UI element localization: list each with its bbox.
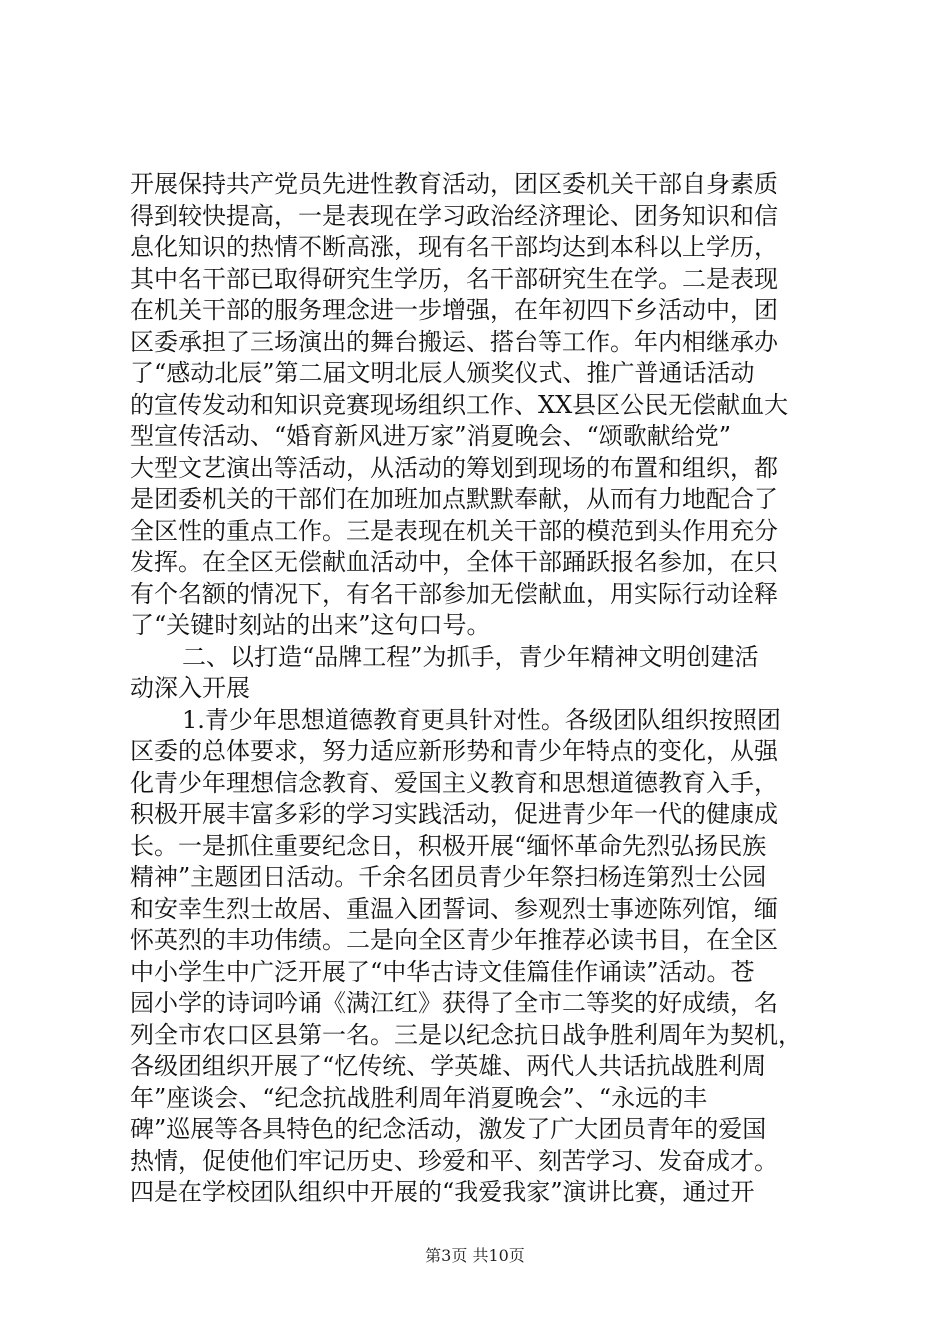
text-line: 发挥。在全区无偿献血活动中，全体干部踊跃报名参加，在只 <box>130 548 778 576</box>
text-line: 中小学生中广泛开展了“中华古诗文佳篇佳作诵读”活动。苍 <box>130 957 755 986</box>
text-line: 碑”巡展等各具特色的纪念活动，激发了广大团员青年的爱国 <box>130 1115 767 1143</box>
text-line: 列全市农口区县第一名。三是以纪念抗日战争胜利周年为契机， <box>130 1020 802 1049</box>
text-line: 的宣传发动和知识竞赛现场组织工作、XX县区公民无偿献血大 <box>130 390 789 419</box>
text-line: 开展保持共产党员先进性教育活动，团区委机关干部自身素质 <box>130 170 778 198</box>
text-line: 了“关键时刻站的出来”这句口号。 <box>130 611 491 639</box>
text-line: 其中名干部已取得研究生学历，名干部研究生在学。二是表现 <box>130 264 778 293</box>
page-footer: 第3页 共10页 <box>425 1246 525 1265</box>
text-line: 年”座谈会、“纪念抗战胜利周年消夏晚会”、“永远的丰 <box>130 1083 708 1112</box>
text-line: 和安幸生烈士故居、重温入团誓词、参观烈士事迹陈列馆，缅 <box>130 894 778 923</box>
section-heading-line: 二、以打造“品牌工程”为抓手，青少年精神文明创建活 <box>182 642 759 671</box>
text-line: 积极开展丰富多彩的学习实践活动，促进青少年一代的健康成 <box>130 800 778 828</box>
paragraph-start-line: 1.青少年思想道德教育更具针对性。各级团队组织按照团 <box>182 705 781 734</box>
text-line: 全区性的重点工作。三是表现在机关干部的模范到头作用充分 <box>130 516 778 545</box>
text-line: 型宣传活动、“婚育新风进万家”消夏晚会、“颂歌献给党” <box>130 422 732 450</box>
text-line: 有个名额的情况下，有名干部参加无偿献血，用实际行动诠释 <box>130 579 778 608</box>
text-line: 是团委机关的干部们在加班加点默默奉献，从而有力地配合了 <box>130 485 778 513</box>
text-line: 区委的总体要求，努力适应新形势和青少年特点的变化，从强 <box>130 737 778 765</box>
body-text <box>130 169 830 1209</box>
text-line: 息化知识的热情不断高涨，现有名干部均达到本科以上学历， <box>130 233 778 261</box>
text-line: 大型文艺演出等活动，从活动的筹划到现场的布置和组织，都 <box>130 453 778 482</box>
text-line: 了“感动北辰”第二届文明北辰人颁奖仪式、推广普通话活动 <box>130 359 755 387</box>
text-line: 化青少年理想信念教育、爱国主义教育和思想道德教育入手， <box>130 768 778 797</box>
text-line: 园小学的诗词吟诵《满江红》获得了全市二等奖的好成绩，名 <box>130 989 778 1017</box>
text-line: 各级团组织开展了“忆传统、学英雄、两代人共话抗战胜利周 <box>130 1052 767 1080</box>
section-heading-line: 动深入开展 <box>130 674 250 702</box>
text-line: 在机关干部的服务理念进一步增强，在年初四下乡活动中，团 <box>130 296 778 324</box>
text-line: 四是在学校团队组织中开展的“我爱我家”演讲比赛，通过开 <box>130 1178 755 1206</box>
text-line: 精神”主题团日活动。千余名团员青少年祭扫杨连第烈士公园 <box>130 863 767 891</box>
text-line: 区委承担了三场演出的舞台搬运、搭台等工作。年内相继承办 <box>130 327 778 356</box>
text-line: 得到较快提高，一是表现在学习政治经济理论、团务知识和信 <box>130 201 778 230</box>
text-line: 怀英烈的丰功伟绩。二是向全区青少年推荐必读书目，在全区 <box>130 926 778 954</box>
text-line: 长。一是抓住重要纪念日，积极开展“缅怀革命先烈弘扬民族 <box>130 831 767 860</box>
text-line: 热情，促使他们牢记历史、珍爱和平、刻苦学习、发奋成才。 <box>130 1146 778 1175</box>
